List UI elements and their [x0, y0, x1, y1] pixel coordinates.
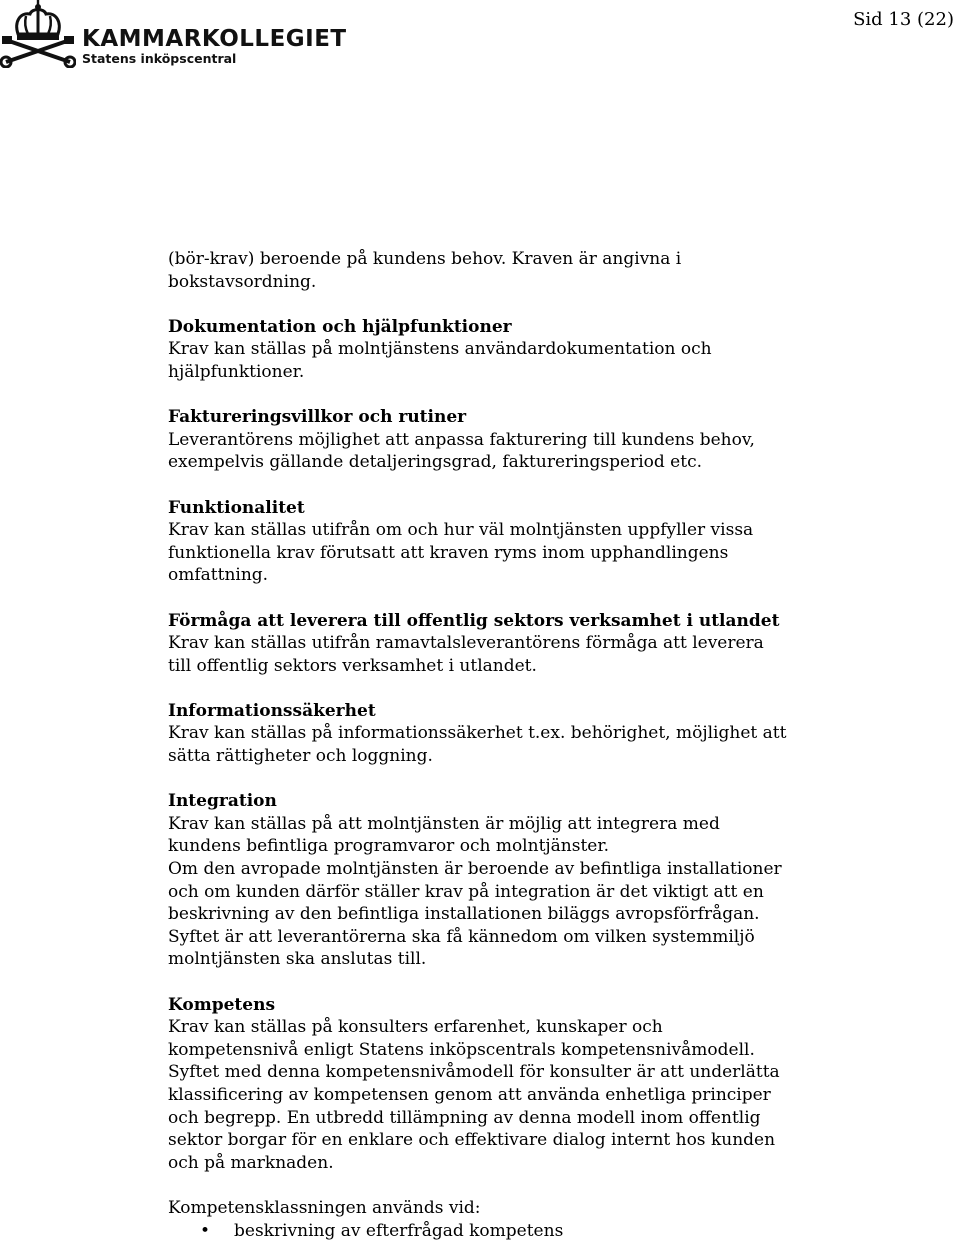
intro-paragraph	[168, 248, 828, 293]
section-funktionalitet	[168, 497, 828, 587]
section-heading: Informationssäkerhet	[168, 700, 376, 721]
brand-subtitle: Statens inköpscentral	[82, 51, 237, 66]
brand-name: KAMMARKOLLEGIET	[82, 26, 347, 52]
closing-intro: Kompetensklassningen används vid:	[168, 1197, 481, 1218]
bullet-icon: •	[200, 1220, 211, 1241]
section-heading: Förmåga att leverera till offentlig sektors verksamhet i utlandet	[168, 610, 780, 631]
section-kompetens	[168, 994, 828, 1175]
body-line: och på marknaden.	[168, 1152, 334, 1173]
body-line: hjälpfunktioner.	[168, 361, 305, 382]
body-line: Krav kan ställas utifrån ramavtalsleverantörens förmåga att leverera	[168, 633, 764, 654]
body-line: bokstavsordning.	[168, 271, 317, 292]
section-heading: Integration	[168, 791, 277, 812]
kammarkollegiet-logo	[0, 0, 347, 70]
body-line: funktionella krav förutsatt att kraven ryms inom upphandlingens	[168, 542, 729, 563]
body-line: exempelvis gällande detaljeringsgrad, faktureringsperiod etc.	[168, 452, 702, 473]
list-item	[168, 1220, 828, 1242]
body-line: Krav kan ställas på informationssäkerhet t.ex. behörighet, möjlighet att	[168, 723, 787, 744]
body-line: molntjänsten ska anslutas till.	[168, 949, 427, 970]
body-line: Krav kan ställas utifrån om och hur väl molntjänsten uppfyller vissa	[168, 520, 754, 541]
body-line: beskrivning av den befintliga installationen biläggs avropsförfrågan.	[168, 904, 760, 925]
body-line: kompetensnivå enligt Statens inköpscentrals kompetensnivåmodell.	[168, 1039, 755, 1060]
body-line: Syftet är att leverantörerna ska få kännedom om vilken systemmiljö	[168, 926, 755, 947]
body-line: kundens befintliga programvaror och molntjänster.	[168, 836, 610, 857]
body-line: till offentlig sektors verksamhet i utlandet.	[168, 655, 537, 676]
list-item-text: beskrivning av efterfrågad kompetens	[234, 1220, 564, 1241]
section-heading: Funktionalitet	[168, 497, 305, 518]
crown-keys-emblem-icon	[0, 0, 76, 68]
section-informationssakerhet	[168, 700, 828, 768]
body-line: Leverantörens möjlighet att anpassa fakturering till kundens behov,	[168, 429, 755, 450]
body-line: (bör-krav) beroende på kundens behov. Kraven är angivna i	[168, 249, 682, 269]
section-heading: Dokumentation och hjälpfunktioner	[168, 316, 512, 337]
document-body	[168, 248, 828, 1242]
section-heading: Faktureringsvillkor och rutiner	[168, 407, 467, 428]
section-formaga-utlandet	[168, 610, 828, 678]
page-number: Sid 13 (22)	[853, 9, 954, 30]
section-fakturering	[168, 406, 828, 474]
body-line: Om den avropade molntjänsten är beroende av befintliga installationer	[168, 859, 782, 880]
body-line: klassificering av kompetensen genom att använda enhetliga principer	[168, 1084, 771, 1105]
body-line: sätta rättigheter och loggning.	[168, 746, 433, 767]
body-line: Krav kan ställas på molntjänstens användardokumentation och	[168, 339, 712, 360]
body-line: och begrepp. En utbredd tillämpning av denna modell inom offentlig	[168, 1107, 761, 1128]
bullet-list	[168, 1220, 828, 1242]
section-dokumentation	[168, 316, 828, 384]
section-integration	[168, 790, 828, 971]
body-line: Krav kan ställas på att molntjänsten är möjlig att integrera med	[168, 813, 720, 834]
body-line: Syftet med denna kompetensnivåmodell för konsulter är att underlätta	[168, 1062, 780, 1083]
body-line: sektor borgar för en enklare och effektivare dialog internt hos kunden	[168, 1130, 776, 1151]
body-line: och om kunden därför ställer krav på integration är det viktigt att en	[168, 881, 764, 902]
body-line: Krav kan ställas på konsulters erfarenhet, kunskaper och	[168, 1017, 663, 1038]
section-heading: Kompetens	[168, 994, 276, 1015]
body-line: omfattning.	[168, 565, 269, 586]
